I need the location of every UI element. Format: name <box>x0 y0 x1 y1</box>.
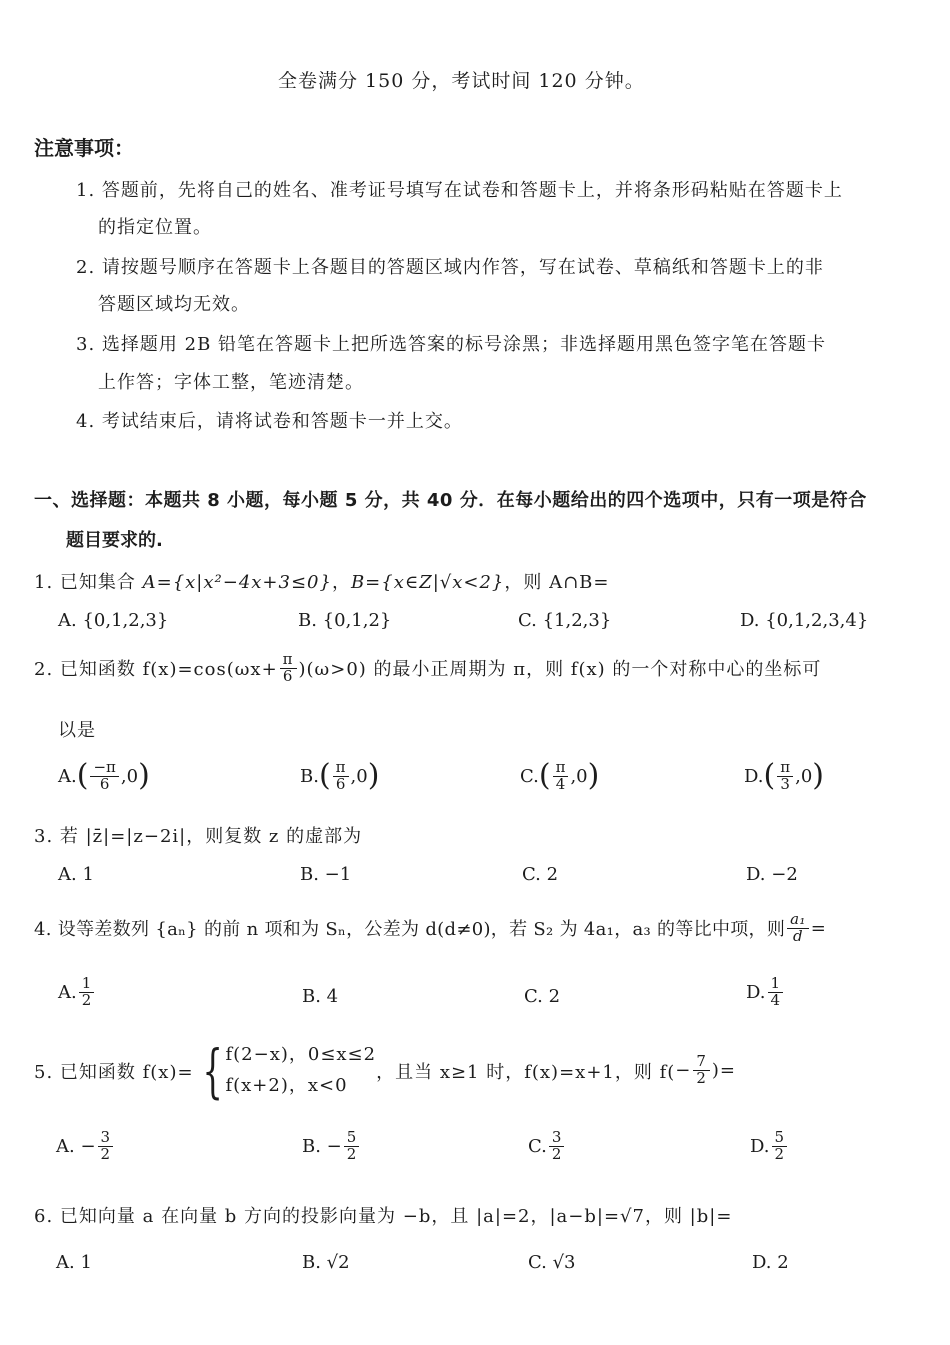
q1-set-a: A={x|x²−4x+3≤0} <box>142 572 332 593</box>
q5-case-2: f(x+2)，x<0 <box>225 1074 348 1096</box>
question-4 <box>34 912 826 945</box>
q5-arg-num: 7 <box>693 1054 710 1071</box>
q1-option-c: C. {1,2,3} <box>518 610 612 631</box>
q6-option-a: A. 1 <box>56 1252 92 1273</box>
q4-option-c: C. 2 <box>524 986 561 1007</box>
q2-option-a-label: A. <box>58 765 77 787</box>
q2-a-den: 6 <box>99 774 110 793</box>
note-2-line-2: 答题区域均无效。 <box>98 294 250 315</box>
q2-prefix: 2. 已知函数 f(x)=cos(ωx+ <box>34 659 278 681</box>
q5-arg-sign: − <box>675 1060 692 1082</box>
q5-option-a <box>56 1130 115 1163</box>
q2-option-b: B. ( $\frac{\pi}{6}$ ,0 ) <box>300 758 380 794</box>
note-3-line-1: 3. 选择题用 2B 铅笔在答题卡上把所选答案的标号涂黑；非选择题用黑色签字笔在答题卡 <box>76 334 827 355</box>
q2-option-a: A. ( $\frac{-\pi}{6}$ ,0 ) <box>58 758 150 794</box>
q6-option-b: B. √2 <box>302 1252 350 1273</box>
q2-option-c: C. ( $\frac{\pi}{4}$ ,0 ) <box>520 758 600 794</box>
q5-b-num: 5 <box>344 1130 360 1147</box>
q2-d-den: 3 <box>780 774 790 793</box>
q1-sep: ， <box>331 572 351 593</box>
q4-option-b: B. 4 <box>302 986 339 1007</box>
q4-fraction <box>787 912 809 945</box>
q2-option-c-frac <box>553 760 569 793</box>
q5-a-num: 3 <box>98 1130 114 1147</box>
question-2 <box>34 652 821 685</box>
q2-frac-num: π <box>280 652 297 669</box>
q5-prefix: 5. 已知函数 f(x)= <box>34 1061 194 1083</box>
q2-option-b-label: B. <box>300 765 319 787</box>
q5-option-b <box>302 1130 361 1163</box>
question-6: 6. 已知向量 a 在向量 b 方向的投影向量为 −b，且 |a|=2，|a−b|=√7，则 |b|= <box>34 1206 733 1227</box>
q5-option-d <box>750 1130 789 1163</box>
q2-b-tail: ,0 <box>350 765 368 787</box>
q4-a-num: 1 <box>79 976 95 993</box>
q2-option-a-frac <box>90 760 118 793</box>
q2-a-num: −π <box>90 760 118 777</box>
q5-arg-den: 2 <box>696 1069 707 1088</box>
q4-a-label: A. <box>58 981 77 1003</box>
q5-a-label: A. − <box>56 1135 96 1157</box>
note-1-line-2: 的指定位置。 <box>98 217 212 238</box>
q4-option-d <box>746 976 785 1009</box>
q5-a-den: 2 <box>100 1144 111 1163</box>
q4-text: 4. 设等差数列 {aₙ} 的前 n 项和为 Sₙ，公差为 d(d≠0)，若 S₂ 为 4a₁，a₃ 的等比中项，则 <box>34 919 786 941</box>
q1-option-a: A. {0,1,2,3} <box>58 610 169 631</box>
q1-option-b: B. {0,1,2} <box>298 610 392 631</box>
q2-option-d-label: D. <box>744 765 764 787</box>
q5-d-num: 5 <box>772 1130 788 1147</box>
q2-b-den: 6 <box>335 774 346 793</box>
q2-line-2: 以是 <box>58 720 96 741</box>
q4-d-label: D. <box>746 981 766 1003</box>
q5-b-den: 2 <box>346 1144 357 1163</box>
q2-option-d: D. ( $\frac{\pi}{3}$ ,0 ) <box>744 758 824 794</box>
q4-d-num: 1 <box>768 976 784 993</box>
q4-a-den: 2 <box>81 990 92 1009</box>
q5-c-label: C. <box>528 1135 547 1157</box>
q3-option-a: A. 1 <box>58 864 94 885</box>
q4-frac-den: d <box>793 926 803 945</box>
q2-c-tail: ,0 <box>570 765 588 787</box>
q2-d-tail: ,0 <box>795 765 813 787</box>
q4-equals: = <box>810 917 827 939</box>
q2-option-c-label: C. <box>520 765 539 787</box>
q5-c-num: 3 <box>549 1130 565 1147</box>
q2-fraction <box>280 652 297 685</box>
q5-c-den: 2 <box>551 1144 562 1163</box>
q1-prefix: 1. 已知集合 <box>34 572 143 593</box>
q2-b-num: π <box>333 760 349 777</box>
q6-option-c: C. √3 <box>528 1252 576 1273</box>
q5-suffix: ，且当 x≥1 时，f(x)=x+1，则 f( <box>376 1061 676 1083</box>
q5-d-frac <box>772 1130 788 1163</box>
exam-info-line: 全卷满分 150 分，考试时间 120 分钟。 <box>278 70 645 92</box>
q3-option-d: D. −2 <box>746 864 798 885</box>
q2-frac-den: 6 <box>282 666 294 685</box>
q5-cases <box>225 1040 376 1101</box>
q5-end: )= <box>711 1060 737 1082</box>
q2-a-tail: ,0 <box>120 765 139 787</box>
note-2-line-1: 2. 请按题号顺序在答题卡上各题目的答题区域内作答，写在试卷、草稿纸和答题卡上的非 <box>76 257 824 278</box>
notes-title: 注意事项： <box>34 136 134 160</box>
q1-suffix: ，则 A∩B= <box>504 572 610 593</box>
q4-frac-num: a₁ <box>787 912 809 929</box>
q5-a-frac <box>98 1130 114 1163</box>
q5-d-den: 2 <box>774 1144 785 1163</box>
q5-brace: { <box>202 1036 223 1105</box>
q2-option-b-frac <box>333 760 349 793</box>
q5-b-label: B. − <box>302 1135 342 1157</box>
q5-arg-frac <box>693 1054 710 1087</box>
section-1-heading-line-2: 题目要求的. <box>66 530 163 551</box>
q4-d-frac <box>768 976 784 1009</box>
note-3-line-2: 上作答；字体工整，笔迹清楚。 <box>98 372 364 393</box>
note-4: 4. 考试结束后，请将试卷和答题卡一并上交。 <box>76 411 463 432</box>
q2-suffix: )(ω>0) 的最小正周期为 π，则 f(x) 的一个对称中心的坐标可 <box>298 659 822 681</box>
q3-option-b: B. −1 <box>300 864 352 885</box>
q5-case-1: f(2−x)，0≤x≤2 <box>225 1044 377 1065</box>
q2-c-num: π <box>553 760 569 777</box>
q5-b-frac <box>344 1130 360 1163</box>
q6-option-d: D. 2 <box>752 1252 789 1273</box>
q5-c-frac <box>549 1130 565 1163</box>
q4-option-a <box>58 976 96 1009</box>
q1-option-d: D. {0,1,2,3,4} <box>740 610 869 631</box>
q1-set-b: B={x∈Z|√x<2} <box>350 572 505 593</box>
q2-c-den: 4 <box>555 774 566 793</box>
q2-option-d-frac <box>777 760 793 793</box>
q2-d-num: π <box>777 760 793 777</box>
q5-d-label: D. <box>750 1135 770 1157</box>
q4-a-frac <box>79 976 95 1009</box>
section-1-heading-line-1: 一、选择题：本题共 8 小题，每小题 5 分，共 40 分．在每小题给出的四个选项中，只有一项是符合 <box>34 490 867 511</box>
question-3: 3. 若 |z̄|=|z−2i|，则复数 z 的虚部为 <box>34 826 363 847</box>
note-1-line-1: 1. 答题前，先将自己的姓名、准考证号填写在试卷和答题卡上，并将条形码粘贴在答题卡上 <box>76 180 843 201</box>
q3-option-c: C. 2 <box>522 864 559 885</box>
question-1 <box>34 568 610 594</box>
question-5 <box>34 1036 737 1105</box>
q5-option-c <box>528 1130 566 1163</box>
q4-d-den: 4 <box>770 990 781 1009</box>
